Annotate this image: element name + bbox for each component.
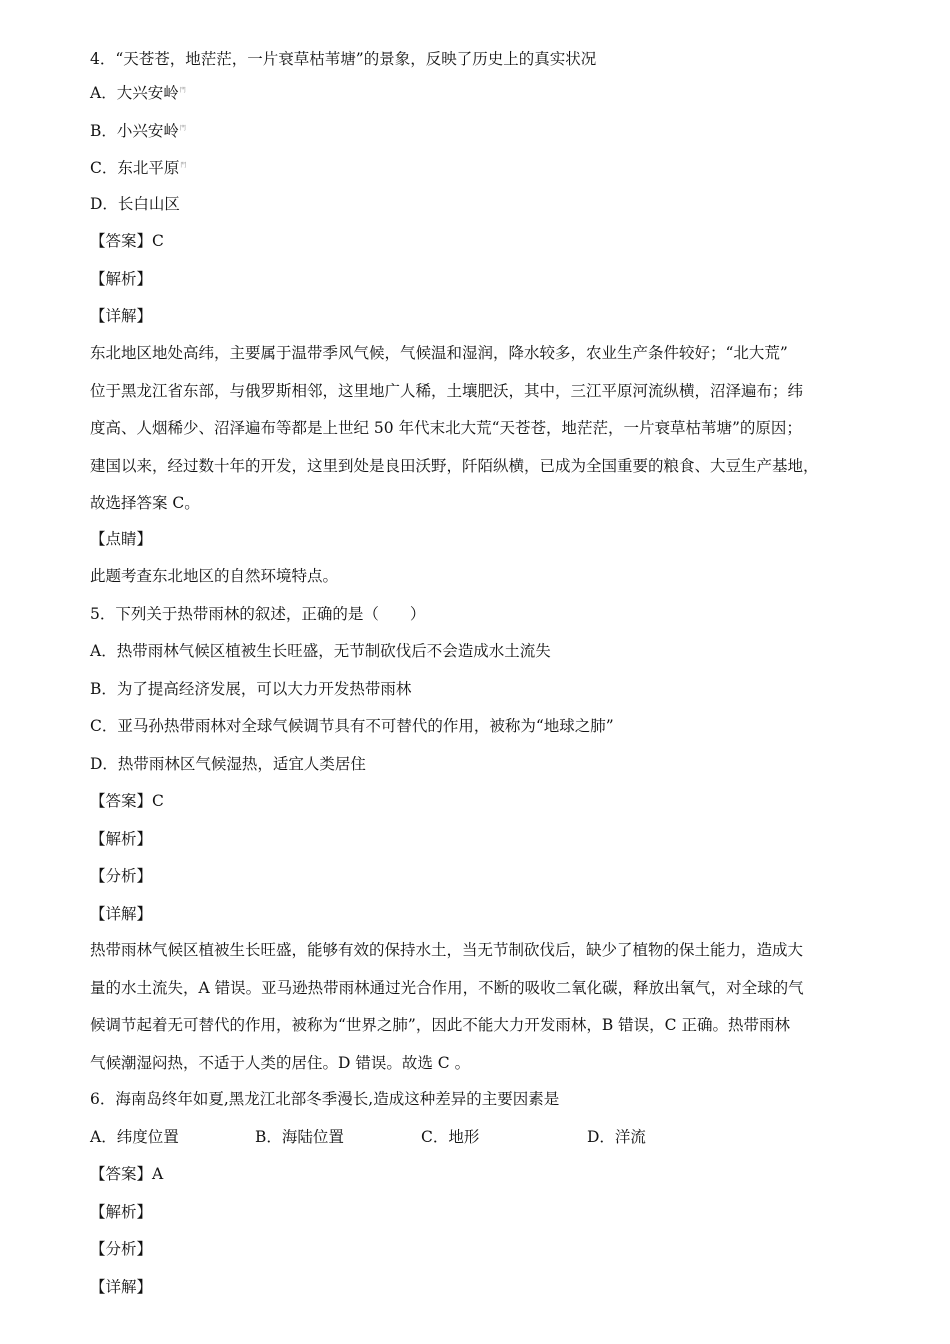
q4-stem: 4．“天苍苍，地茫茫，一片衰草枯苇塘”的景象，反映了历史上的真实状况 — [90, 50, 597, 68]
q5-answer: 【答案】C — [90, 792, 164, 810]
q5-option-d: D．热带雨林区气候湿热，适宜人类居住 — [90, 755, 366, 773]
q4-option-b: B．小兴安岭$^門$ — [90, 122, 186, 141]
q5-explanation-line: 气候潮湿闷热，不适于人类的居住。D 错误。故选 C 。 — [90, 1053, 471, 1072]
q5-explanation-line: 量的水土流失，A 错误。亚马逊热带雨林通过光合作用，不断的吸收二氧化碳，释放出氧气，对全球的气 — [90, 978, 804, 997]
q5-option-b: B．为了提高经济发展，可以大力开发热带雨林 — [90, 680, 412, 698]
q6-option-d: D．洋流 — [587, 1128, 646, 1146]
q5-explanation-line: 热带雨林气候区植被生长旺盛，能够有效的保持水土，当无节制砍伐后，缺少了植物的保土能力，造成大 — [90, 941, 804, 959]
q6-stem: 6．海南岛终年如夏,黑龙江北部冬季漫长,造成这种差异的主要因素是 — [90, 1090, 560, 1108]
q4-analysis-heading: 【解析】 — [90, 270, 153, 288]
q4-explanation-line: 位于黑龙江省东部，与俄罗斯相邻，这里地广人稀，土壤肥沃，其中，三江平原河流纵横，沼泽遍布；纬 — [90, 381, 804, 400]
q6-detail-heading: 【详解】 — [90, 1278, 153, 1296]
q4-explanation-line: 度高、人烟稀少、沼泽遍布等都是上世纪 50 年代末北大荒“天苍苍，地茫茫，一片衰草枯苇塘”的原因； — [90, 419, 802, 438]
q5-explanation-line: 候调节起着无可替代的作用，被称为“世界之肺”，因此不能大力开发雨林，B 错误，C 正确。热带雨林 — [90, 1016, 790, 1035]
q4-option-c: C．东北平原$^門$ — [90, 159, 187, 178]
q5-analysis-heading: 【解析】 — [90, 830, 153, 848]
q6-breakdown-heading: 【分析】 — [90, 1240, 153, 1258]
q4-option-a: A．大兴安岭$^門$ — [90, 84, 186, 103]
q6-option-b: B．海陆位置 — [255, 1128, 344, 1146]
q5-option-a: A．热带雨林气候区植被生长旺盛，无节制砍伐后不会造成水土流失 — [90, 642, 551, 660]
q6-option-a: A．纬度位置 — [90, 1128, 179, 1146]
q6-answer: 【答案】A — [90, 1165, 164, 1183]
q4-explanation-line: 东北地区地处高纬，主要属于温带季风气候，气候温和湿润，降水较多，农业生产条件较好；“北大荒” — [90, 344, 788, 362]
q6-option-c: C．地形 — [421, 1128, 480, 1146]
q4-explanation-line: 故选择答案 C。 — [90, 494, 200, 513]
q6-analysis-heading: 【解析】 — [90, 1203, 153, 1221]
q4-detail-heading: 【详解】 — [90, 307, 153, 325]
q4-comment-text: 此题考查东北地区的自然环境特点。 — [90, 567, 339, 585]
q4-explanation — [90, 335, 860, 523]
q5-breakdown-heading: 【分析】 — [90, 867, 153, 885]
q4-answer: 【答案】C — [90, 232, 164, 250]
q5-detail-heading: 【详解】 — [90, 905, 153, 923]
q4-option-d: D．长白山区 — [90, 195, 180, 213]
q5-option-c: C．亚马孙热带雨林对全球气候调节具有不可替代的作用，被称为“地球之肺” — [90, 717, 614, 735]
q5-explanation — [90, 932, 860, 1082]
q4-comment-heading: 【点睛】 — [90, 530, 153, 548]
q4-explanation-line: 建国以来，经过数十年的开发，这里到处是良田沃野，阡陌纵横，已成为全国重要的粮食、大豆生产基地， — [90, 456, 819, 475]
q5-stem: 5．下列关于热带雨林的叙述，正确的是（ ） — [90, 605, 426, 623]
